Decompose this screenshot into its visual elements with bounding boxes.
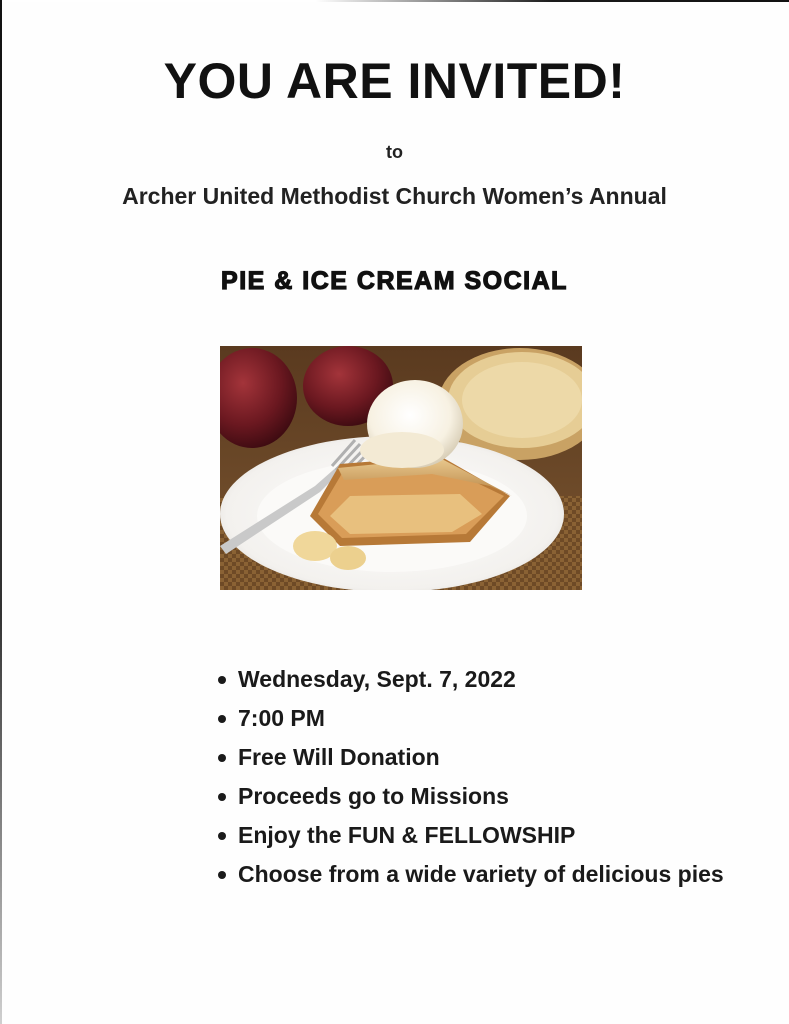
detail-date: Wednesday, Sept. 7, 2022	[238, 666, 516, 692]
bullet-icon	[218, 715, 226, 723]
bullet-icon	[218, 793, 226, 801]
detail-pies: Choose from a wide variety of delicious pies	[238, 861, 724, 887]
list-item	[214, 777, 734, 816]
bullet-icon	[218, 871, 226, 879]
bullet-icon	[218, 754, 226, 762]
scan-edge-top	[0, 0, 789, 2]
bullet-icon	[218, 832, 226, 840]
bullet-icon	[218, 676, 226, 684]
connector-text: to	[386, 142, 403, 162]
list-item	[214, 855, 734, 894]
invitation-title: YOU ARE INVITED!	[163, 53, 626, 109]
event-name: PIE & ICE CREAM SOCIAL	[221, 267, 568, 295]
detail-donation: Free Will Donation	[238, 744, 440, 770]
list-item	[214, 699, 734, 738]
list-item	[214, 660, 734, 699]
host-line: Archer United Methodist Church Women’s Annual	[122, 183, 667, 209]
detail-proceeds: Proceeds go to Missions	[238, 783, 509, 809]
apple-pie-photo	[220, 346, 582, 590]
list-item	[214, 816, 734, 855]
detail-time: 7:00 PM	[238, 705, 325, 731]
list-item	[214, 738, 734, 777]
event-details-list	[214, 660, 734, 894]
detail-fellowship: Enjoy the FUN & FELLOWSHIP	[238, 822, 576, 848]
